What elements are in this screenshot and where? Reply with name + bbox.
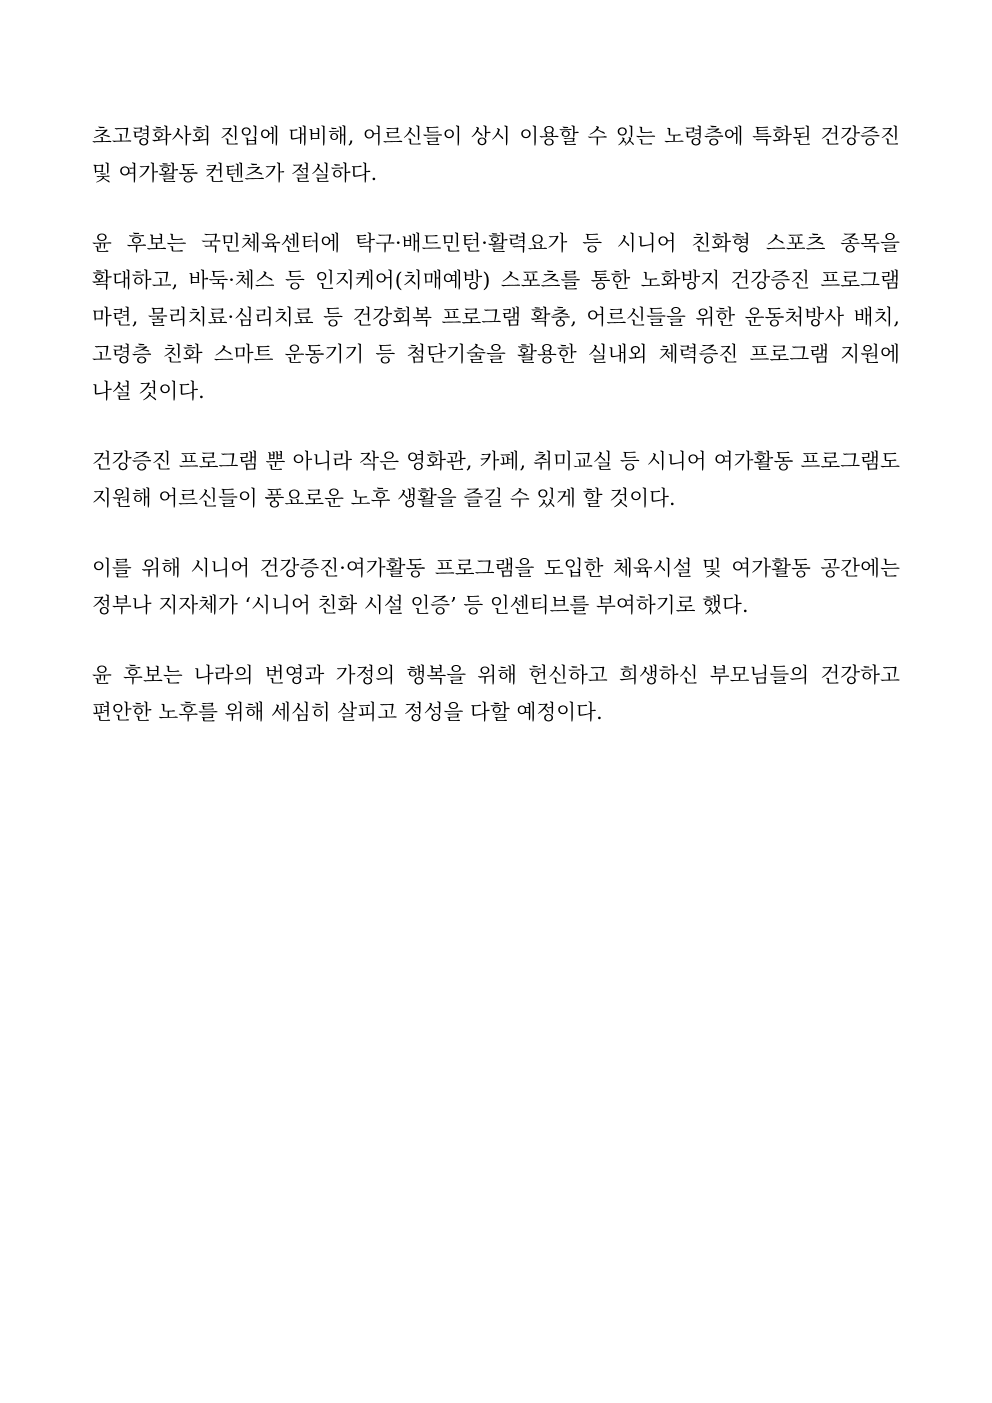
paragraph: 이를 위해 시니어 건강증진·여가활동 프로그램을 도입한 체육시설 및 여가활동 공간에는 정부나 지자체가 ‘시니어 친화 시설 인증’ 등 인센티브를 부여하기로 했다. <box>92 556 900 617</box>
paragraph: 건강증진 프로그램 뿐 아니라 작은 영화관, 카페, 취미교실 등 시니어 여가활동 프로그램도 지원해 어르신들이 풍요로운 노후 생활을 즐길 수 있게 할 것이다. <box>92 449 900 510</box>
paragraph: 초고령화사회 진입에 대비해, 어르신들이 상시 이용할 수 있는 노령층에 특화된 건강증진 및 여가활동 컨텐츠가 절실하다. <box>92 124 900 185</box>
document-body <box>92 118 900 731</box>
paragraph: 윤 후보는 국민체육센터에 탁구·배드민턴·활력요가 등 시니어 친화형 스포츠 종목을 확대하고, 바둑·체스 등 인지케어(치매예방) 스포츠를 통한 노화방지 건강증진 프로그램 마련, 물리치료·심리치료 등 건강회복 프로그램 확충, 어르신들을 위한 운동처방사 배치, 고령층 친화 스마트 운동기기 등 첨단기술을 활용한 실내외 체력증진 프로그램 지원에 나설 것이다. <box>92 231 900 403</box>
paragraph: 윤 후보는 나라의 번영과 가정의 행복을 위해 헌신하고 희생하신 부모님들의 건강하고 편안한 노후를 위해 세심히 살피고 정성을 다할 예정이다. <box>92 663 900 724</box>
